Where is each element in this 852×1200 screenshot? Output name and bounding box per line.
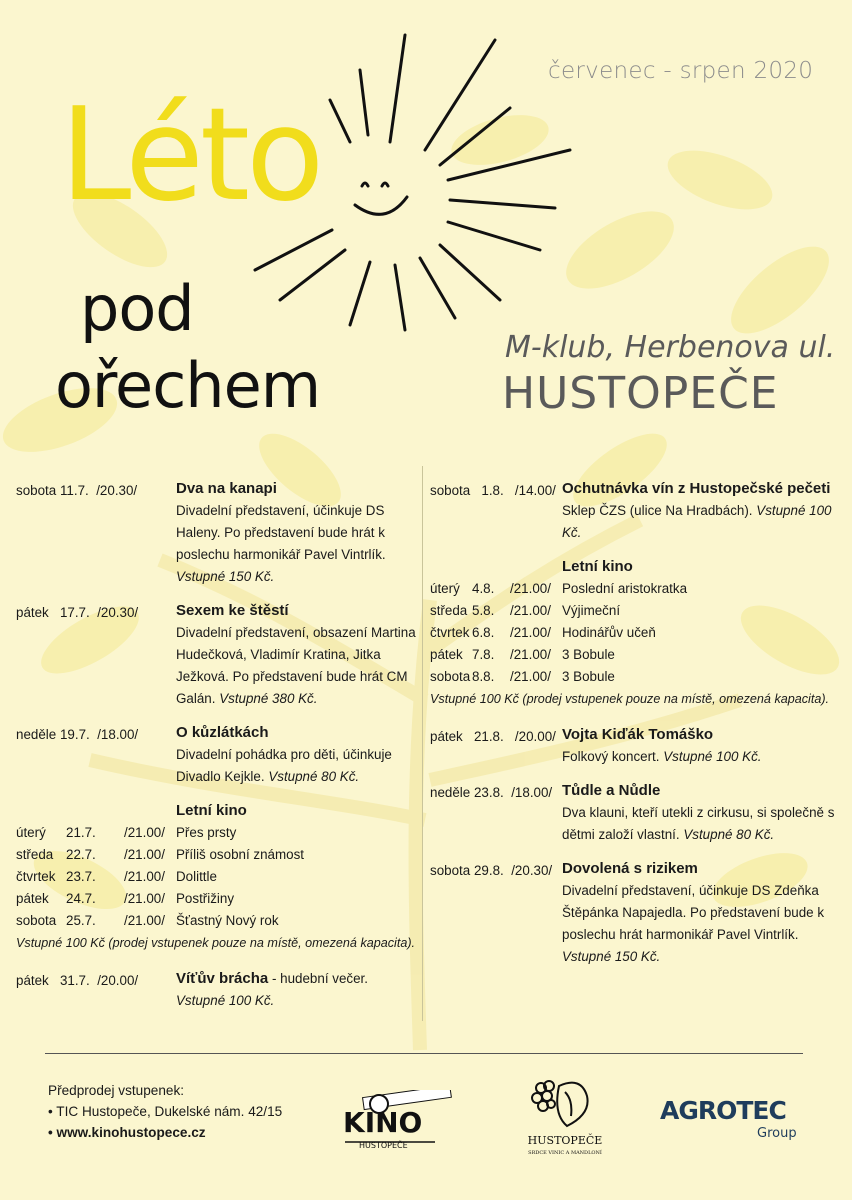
city-logo-text: HUSTOPEČE xyxy=(527,1134,603,1147)
footer-divider xyxy=(45,1053,803,1054)
presale-tic: • TIC Hustopeče, Dukelské nám. 42/15 xyxy=(48,1104,283,1119)
event-day: sobota xyxy=(16,483,57,498)
event-price: Vstupné 150 Kč. xyxy=(176,569,275,584)
kino-logo-text: KINO xyxy=(343,1106,423,1139)
kino-row: sobota 8.8. /21.00/ 3 Bobule xyxy=(430,669,615,684)
event-date: 31.7. xyxy=(59,973,90,988)
event-price: Vstupné 100 Kč. xyxy=(176,993,275,1008)
event-time: /20.30/ xyxy=(97,605,139,620)
column-divider xyxy=(422,466,423,1021)
kino-row: sobota 25.7. /21.00/ Šťastný Nový rok xyxy=(16,913,279,928)
event-day: pátek xyxy=(16,973,49,988)
kino-logo-subtext: HUSTOPEČE xyxy=(359,1141,408,1150)
event-title: Sexem ke štěstí xyxy=(176,602,289,619)
event-item: sobota 29.8. /20.30/ Dovolená s rizikem Divadelní představení, účinkuje DS Zdeňka Štěpánka Napajedla. Po představení bude k poslechu hrát harmonikář Pavel Vintrlík. Vstupné 150 Kč. xyxy=(430,858,840,968)
event-desc: Divadelní pohádka pro děti, účinkuje Divadlo Kejkle. xyxy=(176,747,392,784)
event-day: pátek xyxy=(16,605,49,620)
event-price: Vstupné 150 Kč. xyxy=(562,949,661,964)
event-desc: Sklep ČZS (ulice Na Hradbách). xyxy=(562,503,753,518)
title-leto: Léto xyxy=(60,81,321,230)
event-item: pátek 21.8. /20.00/ Vojta Kiďák Tomáško Folkový koncert. Vstupné 100 Kč. xyxy=(430,724,840,768)
event-item: sobota 1.8. /14.00/ Ochutnávka vín z Hustopečské pečeti Sklep ČZS (ulice Na Hradbách). Vstupné 100 Kč. xyxy=(430,478,840,544)
agrotec-logo-subtext: Group xyxy=(757,1126,797,1141)
venue-label: M-klub, Herbenova ul. xyxy=(505,330,836,365)
event-time: /18.00/ xyxy=(97,727,139,742)
event-price: Vstupné 80 Kč. xyxy=(683,827,775,842)
kino-hustopece-logo xyxy=(343,1090,453,1152)
kino-row: čtvrtek 23.7. /21.00/ Dolittle xyxy=(16,869,217,884)
program-right-column xyxy=(430,478,840,980)
title-orechem: ořechem xyxy=(55,349,321,422)
program-left-column xyxy=(16,478,416,1024)
kino-row: pátek 7.8. /21.00/ 3 Bobule xyxy=(430,647,615,662)
event-desc: Divadelní představení, obsazení Martina Hudečková, Vladimír Kratina, Jitka Ježková. Po představení bude hrát CM Galán. xyxy=(176,625,416,706)
event-desc: Divadelní představení, účinkuje DS Haleny. Po představení bude hrát k poslechu harmonikář Pavel Vintrlík. xyxy=(176,503,386,562)
kino-row: středa 5.8. /21.00/ Výjimeční xyxy=(430,603,621,618)
kino-row: úterý 21.7. /21.00/ Přes prsty xyxy=(16,825,237,840)
kino-note: Vstupné 100 Kč (prodej vstupenek pouze na místě, omezená kapacita). xyxy=(430,692,830,706)
event-price: Vstupné 100 Kč. xyxy=(663,749,762,764)
event-date: 19.7. xyxy=(59,727,90,742)
event-desc: Folkový koncert. xyxy=(562,749,660,764)
event-price: Vstupné 380 Kč. xyxy=(219,691,318,706)
city-logo-subtext: SRDCE VINIC A MANDLONÍ xyxy=(528,1150,602,1156)
event-title: O kůzlátkách xyxy=(176,724,269,741)
event-time: /20.00/ xyxy=(97,973,139,988)
presale-info xyxy=(48,1080,282,1143)
event-item xyxy=(16,600,416,710)
event-title: Vojta Kiďák Tomáško xyxy=(562,726,714,743)
hustopece-city-logo xyxy=(525,1078,605,1160)
event-title: Víťův brácha xyxy=(176,970,269,987)
event-item xyxy=(16,478,416,588)
event-title: Dovolená s rizikem xyxy=(562,860,698,877)
event-item: neděle 23.8. /18.00/ Tůdle a Nůdle Dva klauni, kteří utekli z cirkusu, si společně s dětmi založí vlastní. Vstupné 80 Kč. xyxy=(430,780,840,846)
event-item xyxy=(16,968,416,1012)
kino-section-title: Letní kino xyxy=(562,558,633,575)
presale-url-link[interactable]: • www.kinohustopece.cz xyxy=(48,1125,206,1140)
event-title-suffix: - hudební večer. xyxy=(268,971,368,986)
event-price: Vstupné 100 Kč. xyxy=(562,503,832,540)
sun-face-icon xyxy=(355,183,407,214)
kino-row: úterý 4.8. /21.00/ Poslední aristokratka xyxy=(430,581,688,596)
event-title: Dva na kanapi xyxy=(176,480,277,497)
event-title: Ochutnávka vín z Hustopečské pečeti xyxy=(562,480,831,497)
kino-row: středa 22.7. /21.00/ Příliš osobní známost xyxy=(16,847,305,862)
event-date: 11.7. xyxy=(59,483,89,498)
event-desc: Divadelní představení, účinkuje DS Zdeňka Štěpánka Napajedla. Po představení bude k poslechu hrát harmonikář Pavel Vintrlík. xyxy=(562,883,825,942)
event-time: /20.30/ xyxy=(96,483,138,498)
event-day: neděle xyxy=(16,727,57,742)
event-item xyxy=(16,722,416,788)
event-desc: Dva klauni, kteří utekli z cirkusu, si společně s dětmi založí vlastní. xyxy=(562,805,835,842)
kino-section-title: Letní kino xyxy=(176,802,247,819)
kino-note: Vstupné 100 Kč (prodej vstupenek pouze na místě, omezená kapacita). xyxy=(16,936,416,950)
town-label: HUSTOPEČE xyxy=(502,368,779,419)
title-pod: pod xyxy=(80,272,194,345)
event-price: Vstupné 80 Kč. xyxy=(268,769,360,784)
agrotec-logo xyxy=(660,1093,810,1143)
event-title: Tůdle a Nůdle xyxy=(562,782,661,799)
season-label: červenec - srpen 2020 xyxy=(548,58,814,84)
event-date: 17.7. xyxy=(59,605,90,620)
kino-row: pátek 24.7. /21.00/ Postřižiny xyxy=(16,891,235,906)
kino-row: čtvrtek 6.8. /21.00/ Hodinářův učeň xyxy=(430,625,656,640)
presale-title: Předprodej vstupenek: xyxy=(48,1083,185,1098)
agrotec-logo-text: AGROTEC xyxy=(660,1096,786,1125)
